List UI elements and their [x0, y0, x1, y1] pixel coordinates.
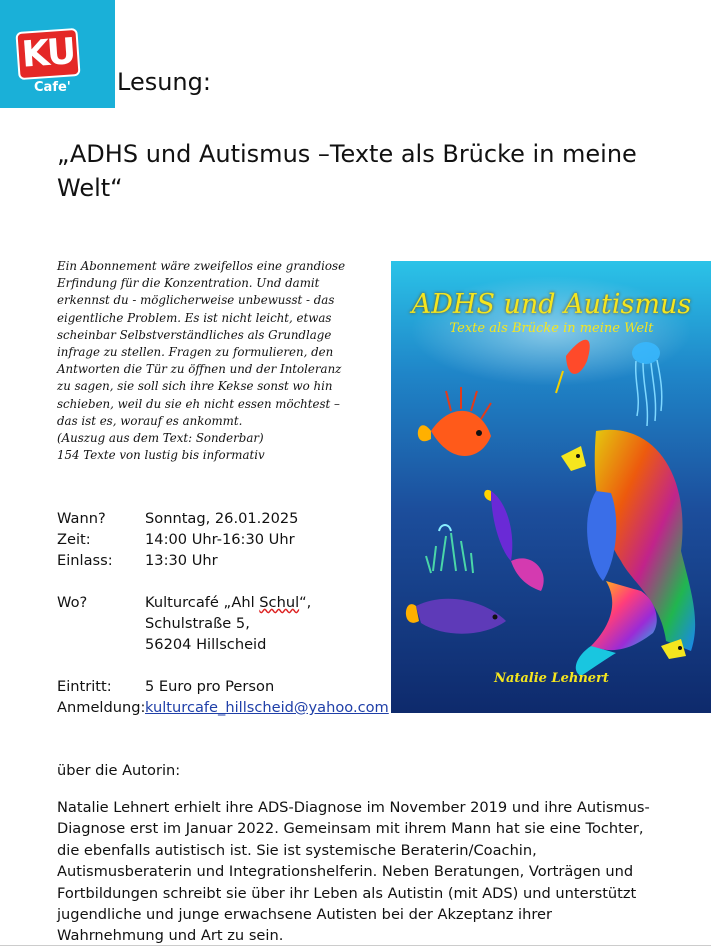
where-label: Wo?	[57, 594, 88, 611]
excerpt-line: Ein Abonnement wäre zweifellos eine grandiose	[57, 259, 346, 273]
where-line1-prefix: Kulturcafé „Ahl	[145, 594, 260, 611]
book-cover	[391, 261, 711, 713]
where-line1-schul: Schul	[259, 594, 300, 611]
entry-label: Eintritt:	[57, 678, 112, 695]
when-value: Sonntag, 26.01.2025	[145, 510, 299, 527]
cover-title: ADHS und Autismus	[411, 289, 692, 320]
logo-cafe-text: Cafe'	[34, 80, 71, 95]
excerpt-line: scheinbar Selbstverständliches als Grundlage	[57, 327, 332, 342]
about-author-heading: über die Autorin:	[57, 762, 181, 779]
where-line2: Schulstraße 5,	[145, 615, 250, 632]
event-title: „ADHS und Autismus –Texte als Brücke in meine Welt“	[57, 140, 637, 202]
page-bottom-divider	[0, 945, 711, 946]
logo-ku-text: KU	[15, 28, 80, 80]
excerpt-line: 154 Texte von lustig bis informativ	[57, 448, 265, 463]
excerpt-line: eigentliche Problem. Es ist nicht leicht, etwas	[57, 310, 332, 325]
where-line3: 56204 Hillscheid	[145, 636, 267, 653]
excerpt-line: Antworten die Tür zu öffnen und der Intoleranz	[57, 362, 342, 377]
excerpt-line: schieben, weil du sie eh nicht essen möchtest –	[57, 396, 340, 411]
excerpt-line: (Auszug aus dem Text: Sonderbar)	[57, 431, 264, 446]
registration-label: Anmeldung:	[57, 699, 146, 716]
excerpt-line: Erfindung für die Konzentration. Und damit	[57, 276, 320, 291]
author-bio: Natalie Lehnert erhielt ihre ADS-Diagnose im November 2019 und ihre Autismus-Diagnose erst im Januar 2022. Gemeinsam mit ihrem Mann hat sie eine Tochter, die ebenfalls autistisch ist. Sie ist systemische Beraterin/Coachin, Autismusberaterin und Integrationshelferin. Neben Beratungen, Vorträgen und Fortbildungen schreibt sie über ihr Leben als Autistin (mit ADS) und unterstützt jugendliche und junge erwachsene Autisten bei der Akzeptanz ihrer Wahrnehmung und Art zu sein.	[57, 799, 650, 945]
excerpt-line: infrage zu stellen. Fragen zu formulieren, den	[57, 345, 334, 360]
page-heading: Lesung:	[117, 68, 211, 96]
admission-label: Einlass:	[57, 552, 113, 569]
where-line1-suffix: “,	[299, 594, 312, 611]
excerpt-line: zu sagen, sie soll sich ihre Kekse sonst wo hin	[57, 379, 333, 394]
registration-email-link[interactable]: kulturcafe_hillscheid@yahoo.com	[145, 699, 389, 716]
excerpt-line: erkennst du - möglicherweise unbewusst - das	[57, 293, 335, 308]
excerpt-line: das ist es, worauf es ankommt.	[57, 413, 243, 428]
kulturcafe-logo	[0, 0, 115, 108]
time-value: 14:00 Uhr-16:30 Uhr	[145, 531, 295, 548]
entry-value: 5 Euro pro Person	[145, 678, 275, 695]
book-excerpt	[57, 258, 347, 464]
when-label: Wann?	[57, 510, 106, 527]
cover-author: Natalie Lehnert	[494, 671, 609, 686]
time-label: Zeit:	[57, 531, 91, 548]
admission-value: 13:30 Uhr	[145, 552, 218, 569]
where-line1	[145, 592, 311, 613]
cover-subtitle: Texte als Brücke in meine Welt	[449, 321, 654, 336]
